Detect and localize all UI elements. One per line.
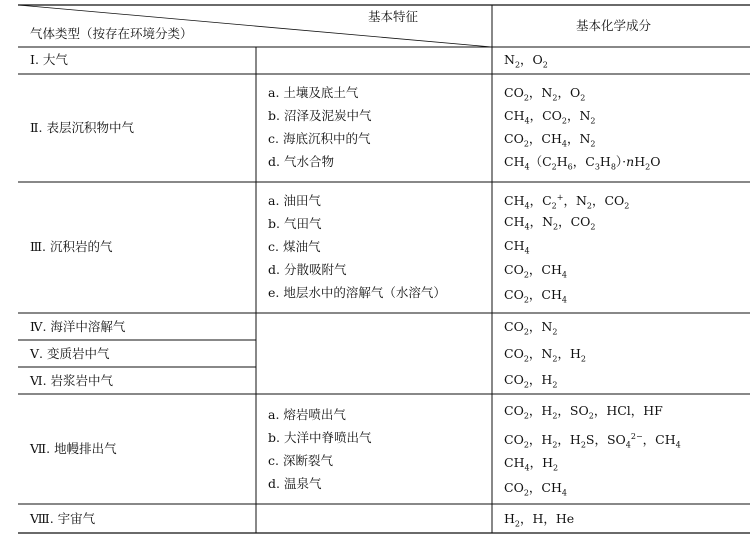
- row-chem: $CH_4$，$C_2^+$，$N_2$，$CO_2$: [504, 193, 630, 211]
- row-type: Ⅰ. 大气: [30, 52, 68, 67]
- row-feature: a. 熔岩喷出气: [268, 407, 346, 422]
- row-feature: c. 煤油气: [268, 239, 321, 254]
- row-feature: d. 温泉气: [268, 476, 322, 491]
- row-feature: b. 大洋中脊喷出气: [268, 430, 372, 445]
- row-type: Ⅴ. 变质岩中气: [30, 346, 110, 361]
- row-feature: b. 气田气: [268, 216, 322, 231]
- row-chem: $N_2$，$O_2$: [504, 52, 548, 70]
- row-chem: $CO_2$，$CH_4$，$N_2$: [504, 131, 596, 149]
- row-feature: d. 分散吸附气: [268, 262, 347, 277]
- row-chem: $CH_4(C_2H_6$，$C_3H_8)\cdot nH_2O$: [504, 154, 661, 172]
- row-chem: $CO_2$，$H_2$，$SO_2$，HCl，HF: [504, 403, 663, 421]
- row-type: Ⅵ. 岩浆岩中气: [30, 373, 114, 388]
- row-type: Ⅲ. 沉积岩的气: [30, 239, 113, 254]
- row-type: Ⅳ. 海洋中溶解气: [30, 319, 126, 334]
- row-chem: $CO_2$，$CH_4$: [504, 287, 567, 305]
- row-chem: $CO_2$，$H_2$: [504, 372, 558, 390]
- row-feature: a. 油田气: [268, 193, 321, 208]
- row-type: Ⅷ. 宇宙气: [30, 511, 96, 526]
- header-col-chem: 基本化学成分: [576, 18, 652, 33]
- row-chem: $CO_2$，$N_2$: [504, 319, 558, 337]
- header-col-feature: 基本特征: [368, 9, 419, 24]
- row-feature: c. 深断裂气: [268, 453, 333, 468]
- row-feature: c. 海底沉积中的气: [268, 131, 371, 146]
- row-chem: $CO_2$，$H_2$，$H_2S$，$SO_4^{2-}$，$CH_4$: [504, 432, 681, 450]
- row-feature: a. 土壤及底土气: [268, 85, 359, 100]
- row-chem: $CH_4$，$N_2$，$CO_2$: [504, 214, 596, 232]
- table-grid: [18, 4, 750, 534]
- row-type: Ⅱ. 表层沉积物中气: [30, 120, 134, 135]
- row-chem: $CO_2$，$N_2$，$O_2$: [504, 85, 586, 103]
- row-feature: d. 气水合物: [268, 154, 334, 169]
- row-chem: $CO_2$，$CH_4$: [504, 262, 567, 280]
- row-chem: $H_2$，H，He: [504, 511, 575, 529]
- row-chem: $CO_2$，$CH_4$: [504, 480, 567, 498]
- row-chem: $CH_4$，$CO_2$，$N_2$: [504, 108, 596, 126]
- header-col-type: 气体类型（按存在环境分类）: [30, 26, 193, 41]
- gas-classification-table: [18, 4, 750, 534]
- row-chem: $CH_4$: [504, 238, 530, 256]
- row-type: Ⅶ. 地幔排出气: [30, 441, 117, 456]
- row-chem: $CO_2$，$N_2$，$H_2$: [504, 346, 586, 364]
- row-feature: e. 地层水中的溶解气（水溶气）: [268, 285, 446, 300]
- row-feature: b. 沼泽及泥炭中气: [268, 108, 372, 123]
- row-chem: $CH_4$，$H_2$: [504, 455, 559, 473]
